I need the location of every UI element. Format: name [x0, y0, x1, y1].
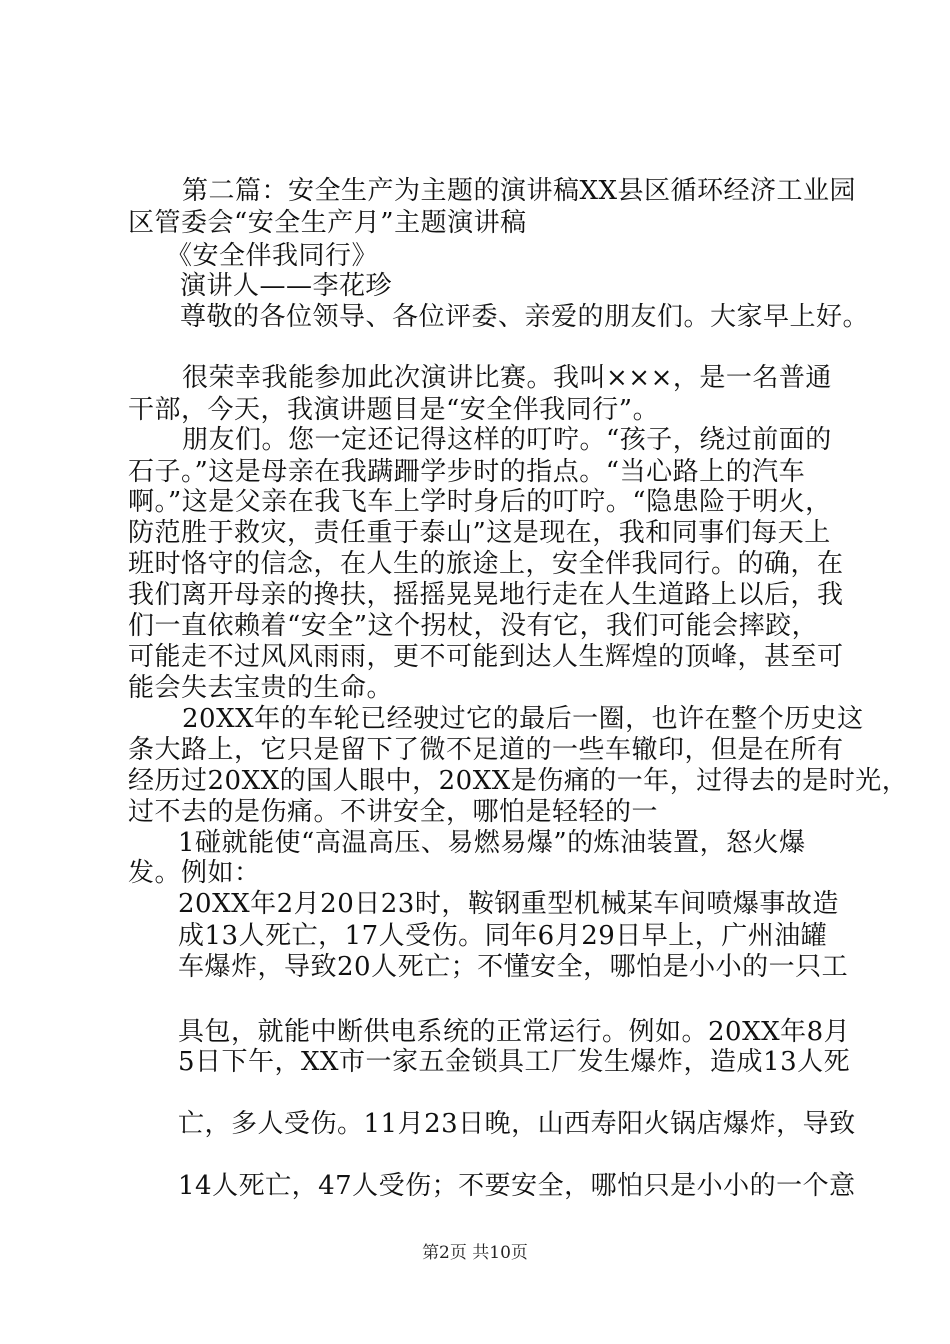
text-line: 5日下午，XX市一家五金锁具工厂发生爆炸，造成13人死	[178, 1047, 851, 1077]
text-line: 20XX年2月20日23时，鞍钢重型机械某车间喷爆事故造	[178, 889, 839, 919]
text-line: 能会失去宝贵的生命。	[128, 673, 394, 703]
text-line: 朋友们。您一定还记得这样的叮咛。“孩子，绕过前面的	[182, 425, 832, 455]
text-line: 很荣幸我能参加此次演讲比赛。我叫×××，是一名普通	[182, 363, 832, 393]
text-line: 防范胜于救灾，责任重于泰山”这是现在，我和同事们每天上	[128, 518, 831, 548]
text-line: 干部，今天，我演讲题目是“安全伴我同行”。	[128, 395, 660, 425]
text-line: 我们离开母亲的搀扶，摇摇晃晃地行走在人生道路上以后，我	[128, 580, 844, 610]
text-line: 区管委会“安全生产月”主题演讲稿	[128, 208, 527, 238]
text-line: 们一直依赖着“安全”这个拐杖，没有它，我们可能会摔跤，	[128, 611, 819, 641]
text-line: 1碰就能使“高温高压、易燃易爆”的炼油装置，怒火爆	[178, 828, 806, 858]
text-line: 可能走不过风风雨雨，更不可能到达人生辉煌的顶峰，甚至可	[128, 642, 844, 672]
text-line: 《安全伴我同行》	[166, 241, 379, 271]
text-line: 尊敬的各位领导、各位评委、亲爱的朋友们。大家早上好。	[180, 302, 870, 332]
text-line: 班时恪守的信念，在人生的旅途上，安全伴我同行。的确，在	[128, 549, 844, 579]
text-line: 20XX年的车轮已经驶过它的最后一圈，也许在整个历史这	[182, 704, 864, 734]
text-line: 亡，多人受伤。11月23日晚，山西寿阳火锅店爆炸，导致	[178, 1109, 856, 1139]
text-line: 第二篇：安全生产为主题的演讲稿XX县区循环经济工业园	[182, 176, 857, 206]
text-line: 成13人死亡，17人受伤。同年6月29日早上，广州油罐	[178, 921, 828, 951]
text-line: 演讲人——李花珍	[180, 271, 393, 301]
text-line: 啊。”这是父亲在我飞车上学时身后的叮咛。“隐患险于明火，	[128, 487, 832, 517]
text-line: 经历过20XX的国人眼中，20XX是伤痛的一年，过得去的是时光，	[128, 766, 909, 796]
text-line: 14人死亡，47人受伤；不要安全，哪怕只是小小的一个意	[178, 1171, 856, 1201]
page-number-footer: 第2页 共10页	[422, 1243, 528, 1263]
text-line: 具包，就能中断供电系统的正常运行。例如。20XX年8月	[178, 1017, 851, 1047]
text-line: 发。例如：	[128, 858, 261, 888]
text-line: 车爆炸，导致20人死亡；不懂安全，哪怕是小小的一只工	[178, 952, 849, 982]
text-line: 过不去的是伤痛。不讲安全，哪怕是轻轻的一	[128, 797, 659, 827]
text-line: 石子。”这是母亲在我蹒跚学步时的指点。“当心路上的汽车	[128, 457, 806, 487]
text-line: 条大路上，它只是留下了微不足道的一些车辙印，但是在所有	[128, 735, 844, 765]
